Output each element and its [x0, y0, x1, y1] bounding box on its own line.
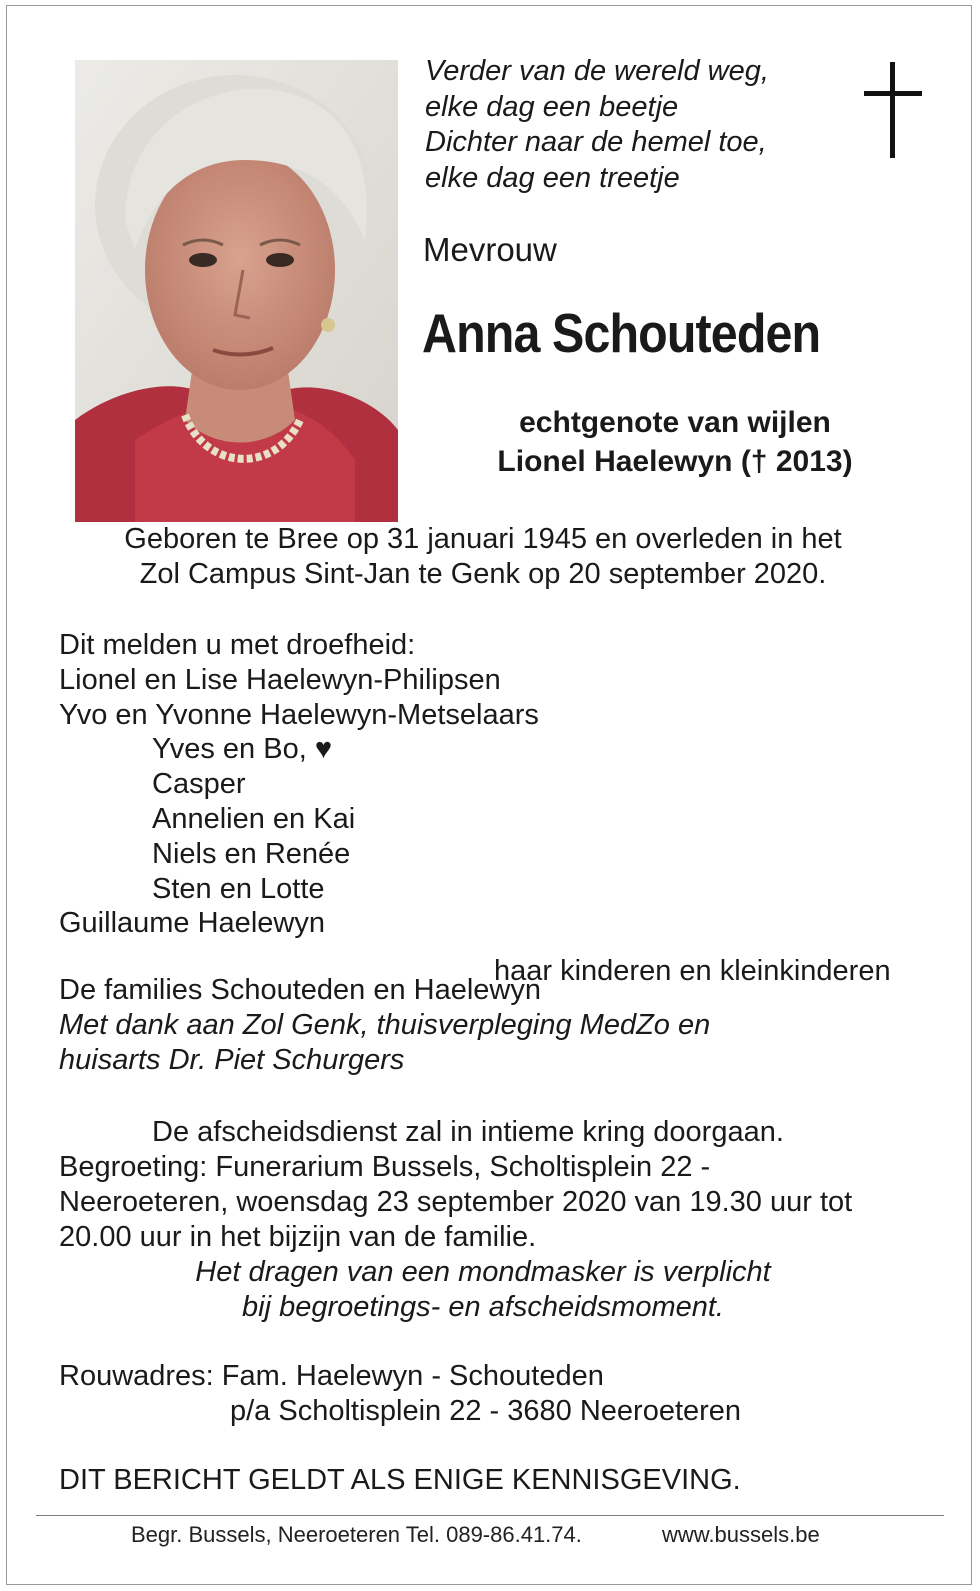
announcers-intro: Dit melden u met droefheid: — [59, 629, 416, 661]
deceased-name: Anna Schouteden — [422, 302, 821, 364]
mourning-address — [59, 1359, 741, 1429]
announcers-list — [59, 628, 539, 941]
families-thanks — [59, 973, 710, 1077]
family-member: Lionel en Lise Haelewyn-Philipsen — [59, 663, 501, 696]
signature-line: haar kinderen en kleinkinderen — [494, 955, 891, 987]
grandchild: Annelien en Kai — [152, 802, 356, 835]
poem — [425, 54, 769, 196]
mask-notice — [0, 1255, 966, 1325]
families-line: De families Schouteden en Haelewyn — [59, 974, 541, 1006]
family-member: Yvo en Yvonne Haelewyn-Metselaars — [59, 698, 539, 731]
mask-notice-line: bij begroetings- en afscheidsmoment. — [242, 1291, 724, 1323]
birth-line: Geboren te Bree op 31 januari 1945 en overleden in het — [124, 523, 842, 555]
spouse-line-2: Lionel Haelewyn († 2013) — [497, 445, 853, 478]
grandchild: Casper — [152, 768, 246, 801]
poem-line: elke dag een beetje — [425, 90, 679, 123]
family-member: Guillaume Haelewyn — [59, 907, 325, 940]
address-line-1: Rouwadres: Fam. Haelewyn - Schouteden — [59, 1360, 604, 1392]
cross-icon — [864, 62, 922, 158]
spouse-line-1: echtgenote van wijlen — [519, 406, 831, 439]
poem-line: Verder van de wereld weg, — [425, 55, 769, 87]
poem-line: Dichter naar de hemel toe, — [425, 126, 767, 158]
service-info — [59, 1115, 929, 1255]
poem-line: elke dag een treetje — [425, 161, 680, 194]
service-line: De afscheidsdienst zal in intieme kring doorgaan. — [152, 1116, 784, 1148]
mask-notice-line: Het dragen van een mondmasker is verplicht — [195, 1256, 771, 1288]
footer-funeral-home: Begr. Bussels, Neeroeteren Tel. 089-86.41.74. — [131, 1522, 582, 1547]
death-line: Zol Campus Sint-Jan te Genk op 20 september 2020. — [139, 558, 827, 590]
service-line: Neeroeteren, woensdag 23 september 2020 van 19.30 uur tot — [59, 1186, 853, 1218]
birth-death-info — [0, 522, 966, 592]
address-line-2: p/a Scholtisplein 22 - 3680 Neeroeteren — [230, 1395, 742, 1427]
thanks-line: Met dank aan Zol Genk, thuisverpleging MedZo en — [59, 1008, 711, 1041]
grandchild: Yves en Bo, ♥ — [152, 733, 333, 766]
footer-website[interactable]: www.bussels.be — [662, 1522, 820, 1547]
thanks-line: huisarts Dr. Piet Schurgers — [59, 1043, 405, 1076]
official-notice: DIT BERICHT GELDT ALS ENIGE KENNISGEVING. — [59, 1464, 741, 1496]
footer-divider — [36, 1515, 944, 1516]
honorific: Mevrouw — [423, 231, 557, 268]
service-line: 20.00 uur in het bijzijn van de familie. — [59, 1221, 537, 1253]
grandchild: Sten en Lotte — [152, 872, 325, 905]
grandchild: Niels en Renée — [152, 837, 351, 870]
service-line: Begroeting: Funerarium Bussels, Scholtisplein 22 - — [59, 1151, 711, 1183]
portrait-photo — [75, 60, 398, 522]
